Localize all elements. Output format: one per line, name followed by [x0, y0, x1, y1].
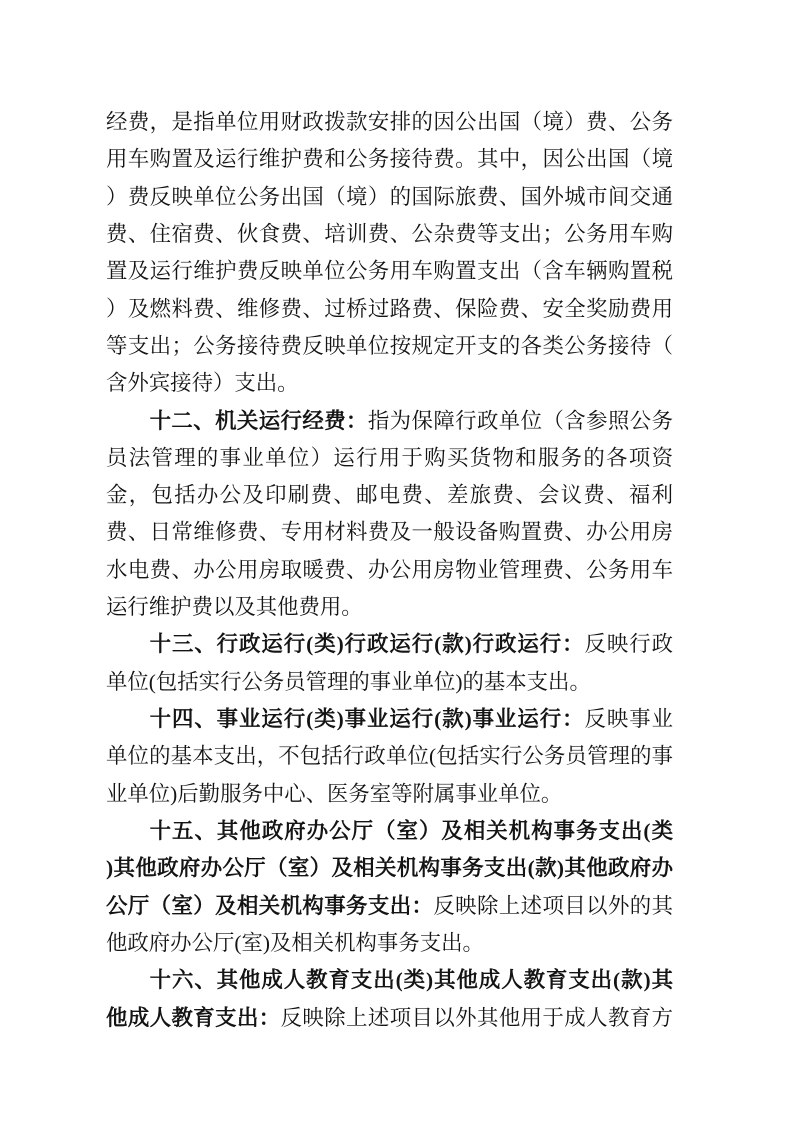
text-line [106, 776, 673, 813]
text-line [106, 664, 673, 701]
bold-run: 他成人教育支出： [106, 1005, 281, 1030]
regular-run: 经费，是指单位用财政拨款安排的因公出国（境）费、公务 [106, 110, 673, 134]
paragraph-item-15 [106, 813, 673, 962]
regular-run: 反映事业 [584, 707, 673, 731]
regular-run: 员法管理的事业单位）运行用于购买货物和服务的各项资 [106, 445, 673, 470]
text-line [106, 403, 673, 440]
text-line [106, 104, 673, 141]
regular-run: 费、住宿费、伙食费、培训费、公杂费等支出；公务用车购 [106, 221, 673, 246]
bold-run: 十六、其他成人教育支出(类)其他成人教育支出(款)其 [149, 968, 673, 993]
text-line [106, 291, 673, 328]
text-column [106, 104, 673, 1037]
text-line [106, 850, 673, 887]
regular-run: 指为保障行政单位（含参照公务 [367, 408, 673, 433]
text-line [106, 1000, 673, 1037]
text-line [106, 589, 673, 626]
regular-run: 单位(包括实行公务员管理的事业单位)的基本支出。 [106, 669, 591, 694]
text-line [106, 962, 673, 999]
text-line [106, 738, 673, 775]
regular-run: 用车购置及运行维护费和公务接待费。其中，因公出国（境 [106, 147, 673, 172]
bold-run: 十二、机关运行经费： [149, 408, 368, 433]
paragraph-item-13 [106, 626, 673, 701]
regular-run: 反映行政 [584, 632, 673, 657]
text-line [106, 365, 673, 402]
bold-run: 十三、行政运行(类)行政运行(款)行政运行： [149, 632, 585, 657]
regular-run: 金，包括办公及印刷费、邮电费、差旅费、会议费、福利 [106, 483, 673, 508]
paragraph-continuation [106, 104, 673, 403]
regular-run: ）费反映单位公务出国（境）的国际旅费、国外城市间交通 [106, 184, 673, 209]
text-line [106, 141, 673, 178]
bold-run: 十五、其他政府办公厅（室）及相关机构事务支出(类 [149, 818, 673, 843]
text-line [106, 328, 673, 365]
regular-run: 单位的基本支出，不包括行政单位(包括实行公务员管理的事 [106, 744, 673, 769]
regular-run: 运行维护费以及其他费用。 [106, 595, 363, 620]
text-line [106, 216, 673, 253]
paragraph-item-16 [106, 962, 673, 1037]
text-line [106, 514, 673, 551]
text-line [106, 813, 673, 850]
bold-run: 十四、事业运行(类)事业运行(款)事业运行： [149, 707, 585, 731]
text-line [106, 253, 673, 290]
text-line [106, 925, 673, 962]
text-line [106, 701, 673, 738]
bold-run: )其他政府办公厅（室）及相关机构事务支出(款)其他政府办 [106, 856, 673, 881]
regular-run: 反映除上述项目以外的其 [433, 893, 673, 918]
regular-run: 费、日常维修费、专用材料费及一般设备购置费、办公用房 [106, 520, 673, 545]
bold-run: 公厅（室）及相关机构事务支出： [106, 893, 434, 918]
text-line [106, 552, 673, 589]
regular-run: 反映除上述项目以外其他用于成人教育方 [280, 1005, 673, 1030]
regular-run: 置及运行维护费反映单位公务用车购置支出（含车辆购置税 [106, 259, 673, 284]
regular-run: 含外宾接待）支出。 [106, 371, 299, 396]
text-line [106, 888, 673, 925]
paragraph-item-14 [106, 701, 673, 813]
text-line [106, 626, 673, 663]
regular-run: 业单位)后勤服务中心、医务室等附属事业单位。 [106, 781, 563, 806]
text-line [106, 179, 673, 216]
regular-run: 水电费、办公用房取暖费、办公用房物业管理费、公务用车 [106, 557, 673, 582]
regular-run: ）及燃料费、维修费、过桥过路费、保险费、安全奖励费用 [106, 296, 673, 321]
text-line [106, 477, 673, 514]
regular-run: 他政府办公厅(室)及相关机构事务支出。 [106, 930, 484, 955]
paragraph-item-12 [106, 403, 673, 627]
regular-run: 等支出；公务接待费反映单位按规定开支的各类公务接待（ [106, 333, 673, 358]
text-line [106, 440, 673, 477]
